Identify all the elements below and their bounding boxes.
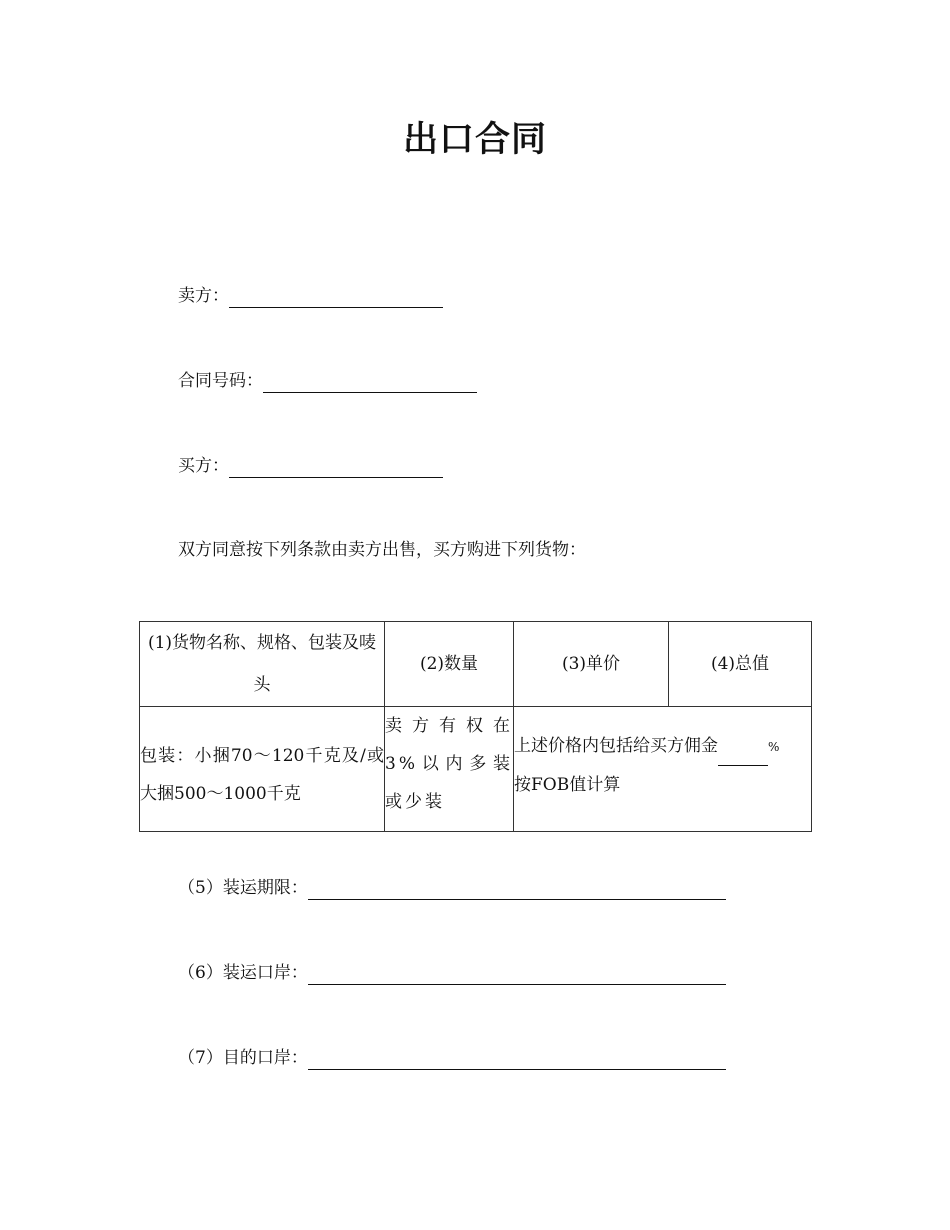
header-unit-price: (3)单价 <box>514 622 669 707</box>
seller-label: 卖方： <box>178 286 229 306</box>
cell-packing <box>140 707 385 832</box>
table-header-row <box>140 622 812 707</box>
cell-price-note <box>514 707 812 832</box>
price-note <box>514 707 811 804</box>
shipment-period-field <box>178 876 726 900</box>
table-row <box>140 707 812 832</box>
buyer-blank[interactable] <box>229 457 443 478</box>
price-note-suffix: 按FOB值计算 <box>514 775 621 795</box>
goods-table <box>139 621 812 832</box>
buyer-label: 买方： <box>178 456 229 476</box>
header-total-value: (4)总值 <box>669 622 812 707</box>
commission-blank[interactable] <box>718 747 768 766</box>
packing-text: 包装：小捆70～120千克及/或大捆500～1000千克 <box>140 746 384 804</box>
loading-port-blank[interactable] <box>308 964 726 985</box>
shipment-period-label: （5）装运期限： <box>178 878 308 898</box>
document-title: 出口合同 <box>402 120 547 160</box>
percent-sign: % <box>768 740 780 754</box>
loading-port-label: （6）装运口岸： <box>178 963 308 983</box>
contract-number-label: 合同号码： <box>178 371 263 391</box>
buyer-field <box>178 454 443 478</box>
loading-port-field <box>178 961 726 985</box>
quantity-text: 卖方有权在3%以内多装或少装 <box>385 716 513 812</box>
destination-port-blank[interactable] <box>308 1049 726 1070</box>
header-goods-description: (1)货物名称、规格、包装及唛头 <box>140 622 385 707</box>
destination-port-field <box>178 1046 726 1070</box>
destination-port-label: （7）目的口岸： <box>178 1048 308 1068</box>
agreement-intro: 双方同意按下列条款由卖方出售，买方购进下列货物： <box>178 540 586 560</box>
seller-blank[interactable] <box>229 287 443 308</box>
header-quantity: (2)数量 <box>385 622 514 707</box>
cell-quantity <box>385 707 514 832</box>
contract-number-blank[interactable] <box>263 372 477 393</box>
shipment-period-blank[interactable] <box>308 879 726 900</box>
contract-number-field <box>178 369 477 393</box>
seller-field <box>178 284 443 308</box>
price-note-prefix: 上述价格内包括给买方佣金 <box>514 736 718 756</box>
